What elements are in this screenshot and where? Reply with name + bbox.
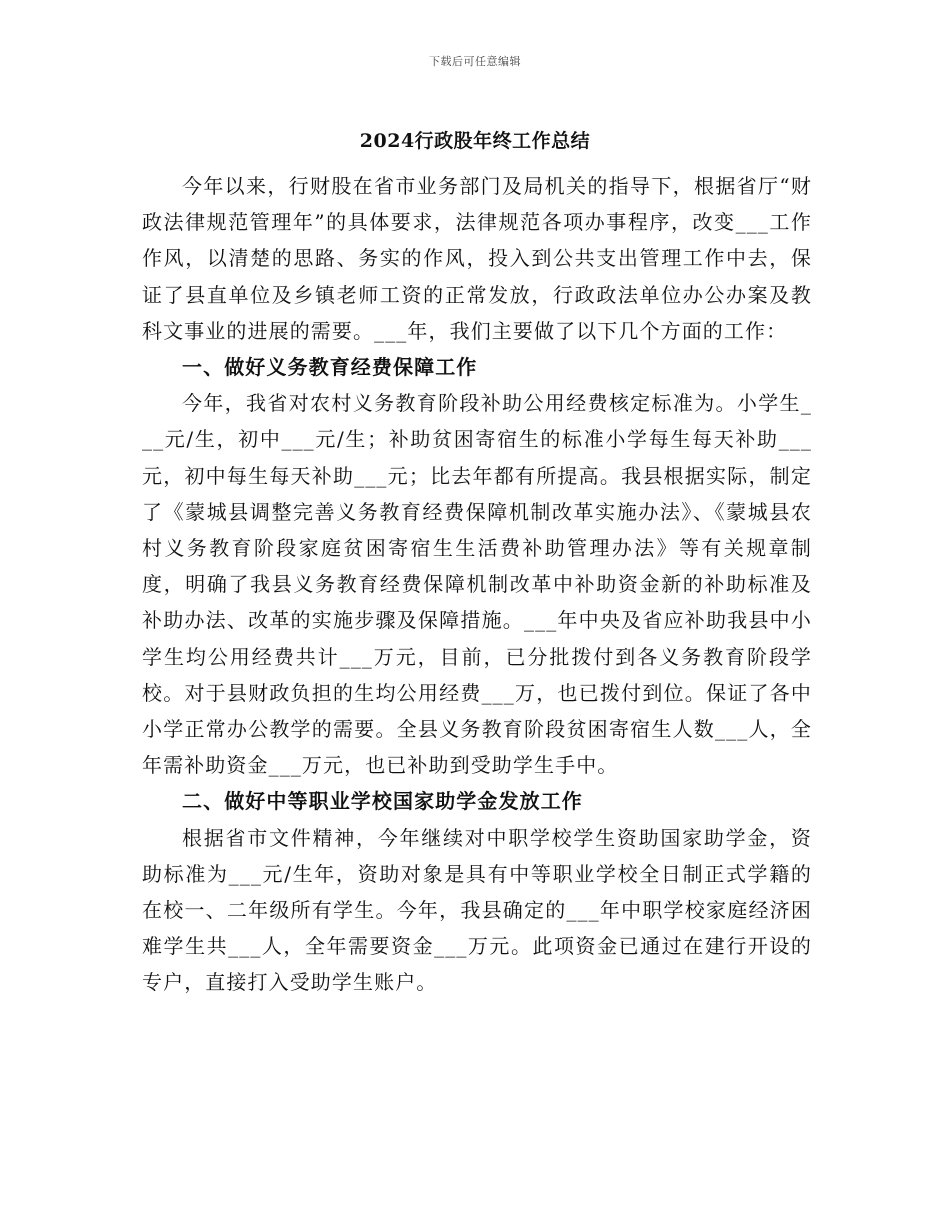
section-1-heading: 一、做好义务教育经费保障工作 xyxy=(182,355,478,380)
document-title: 2024行政股年终工作总结 xyxy=(359,130,591,152)
intro-paragraph: 今年以来，行财股在省市业务部门及局机关的指导下，根据省厅“财政法律规范管理年”的具体要求，法律规范各项办事程序，改变___工作作风，以清楚的思路、务实的作风，投入到公共支出管理工作中去，保证了县直单位及乡镇老师工资的正常发放，行政政法单位办公办案及教科文事业的进展的需要。___年，我们主要做了以下几个方面的工作： xyxy=(142,174,812,343)
section-1-paragraph: 今年，我省对农村义务教育阶段补助公用经费核定标准为。小学生___元/生，初中___元/生；补助贫困寄宿生的标准小学每生每天补助___元，初中每生每天补助___元；比去年都有所提高。我县根据实际，制定了《蒙城县调整完善义务教育经费保障机制改革实施办法》、《蒙城县农村义务教育阶段家庭贫困寄宿生生活费补助管理办法》等有关规章制度，明确了我县义务教育经费保障机制改革中补助资金新的补助标准及补助办法、改革的实施步骤及保障措施。___年中央及省应补助我县中小学生均公用经费共计___万元，目前，已分批拨付到各义务教育阶段学校。对于县财政负担的生均公用经费___万，也已拨付到位。保证了各中小学正常办公教学的需要。全县义务教育阶段贫困寄宿生人数___人，全年需补助资金___万元，也已补助到受助学生手中。 xyxy=(142,391,812,778)
section-2-heading: 二、做好中等职业学校国家助学金发放工作 xyxy=(182,789,583,814)
page-header-note: 下载后可任意编辑 xyxy=(429,55,521,68)
section-2-paragraph: 根据省市文件精神，今年继续对中职学校学生资助国家助学金，资助标准为___元/生年，资助对象是具有中等职业学校全日制正式学籍的在校一、二年级所有学生。今年，我县确定的___年中职学校家庭经济困难学生共___人，全年需要资金___万元。此项资金已通过在建行开设的专户，直接打入受助学生账户。 xyxy=(142,825,812,995)
document-body xyxy=(142,168,812,1001)
